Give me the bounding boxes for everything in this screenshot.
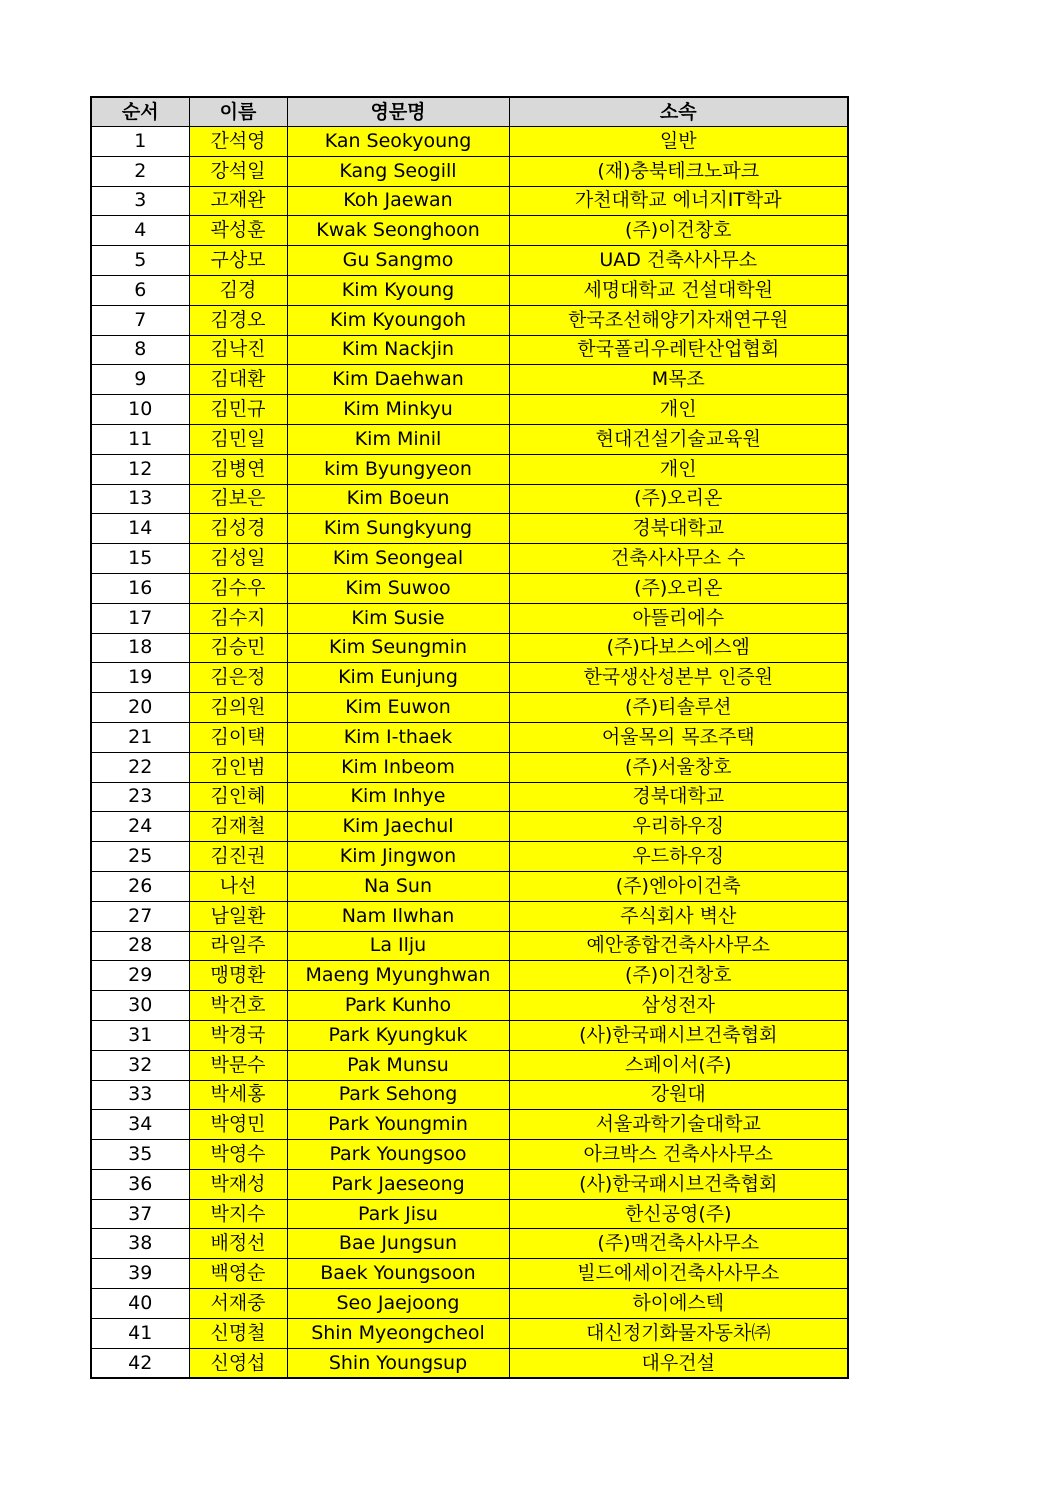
cell-affiliation: M목조 [509, 365, 848, 395]
cell-name-en: Maeng Myunghwan [287, 961, 509, 991]
table-row [91, 335, 848, 365]
cell-affiliation: 아크박스 건축사사무소 [509, 1140, 848, 1170]
cell-name-kr: 강석일 [189, 156, 287, 186]
cell-affiliation: (주)오리온 [509, 484, 848, 514]
header-name-en: 영문명 [287, 97, 509, 127]
cell-affiliation: 한국조선해양기자재연구원 [509, 305, 848, 335]
cell-affiliation: (주)서울창호 [509, 752, 848, 782]
table-header [91, 97, 848, 127]
cell-affiliation: 현대건설기술교육원 [509, 424, 848, 454]
cell-name-kr: 김은정 [189, 663, 287, 693]
cell-name-kr: 박세홍 [189, 1080, 287, 1110]
cell-name-kr: 김민규 [189, 395, 287, 425]
cell-name-kr: 김수지 [189, 603, 287, 633]
cell-name-en: Kim I-thaek [287, 722, 509, 752]
cell-name-en: Nam Ilwhan [287, 901, 509, 931]
table-row [91, 573, 848, 603]
cell-order: 33 [91, 1080, 189, 1110]
cell-order: 3 [91, 186, 189, 216]
cell-order: 7 [91, 305, 189, 335]
cell-name-kr: 라일주 [189, 931, 287, 961]
cell-name-kr: 배정선 [189, 1229, 287, 1259]
table-row [91, 842, 848, 872]
cell-affiliation: 한국생산성본부 인증원 [509, 663, 848, 693]
cell-name-kr: 박건호 [189, 991, 287, 1021]
cell-name-kr: 신명철 [189, 1318, 287, 1348]
cell-order: 36 [91, 1169, 189, 1199]
cell-order: 5 [91, 246, 189, 276]
cell-affiliation: 경북대학교 [509, 782, 848, 812]
cell-order: 18 [91, 633, 189, 663]
cell-order: 9 [91, 365, 189, 395]
cell-affiliation: 우드하우징 [509, 842, 848, 872]
table-row [91, 1169, 848, 1199]
cell-name-en: Park Jisu [287, 1199, 509, 1229]
cell-order: 29 [91, 961, 189, 991]
table-row [91, 454, 848, 484]
cell-name-en: Shin Myeongcheol [287, 1318, 509, 1348]
table-row [91, 395, 848, 425]
cell-affiliation: 건축사사무소 수 [509, 544, 848, 574]
cell-name-kr: 박경국 [189, 1020, 287, 1050]
cell-name-en: Shin Youngsup [287, 1348, 509, 1378]
cell-name-en: Kim Minil [287, 424, 509, 454]
cell-order: 10 [91, 395, 189, 425]
cell-affiliation: (사)한국패시브건축협회 [509, 1020, 848, 1050]
table-row [91, 1110, 848, 1140]
cell-order: 2 [91, 156, 189, 186]
header-name-kr: 이름 [189, 97, 287, 127]
cell-name-en: Kan Seokyoung [287, 127, 509, 157]
cell-name-kr: 김재철 [189, 812, 287, 842]
table-row [91, 991, 848, 1021]
table-row [91, 127, 848, 157]
table-row [91, 663, 848, 693]
cell-affiliation: 아뜰리에수 [509, 603, 848, 633]
header-row [91, 97, 848, 127]
cell-name-kr: 김인범 [189, 752, 287, 782]
cell-affiliation: 스페이서(주) [509, 1050, 848, 1080]
cell-name-en: Kang Seogill [287, 156, 509, 186]
cell-affiliation: (주)맥건축사사무소 [509, 1229, 848, 1259]
cell-name-kr: 김대환 [189, 365, 287, 395]
cell-name-kr: 김의원 [189, 693, 287, 723]
cell-name-kr: 김경오 [189, 305, 287, 335]
cell-order: 41 [91, 1318, 189, 1348]
cell-name-kr: 김승민 [189, 633, 287, 663]
cell-order: 27 [91, 901, 189, 931]
cell-name-en: Bae Jungsun [287, 1229, 509, 1259]
table-body [91, 127, 848, 1379]
cell-order: 6 [91, 275, 189, 305]
cell-name-kr: 박문수 [189, 1050, 287, 1080]
cell-order: 14 [91, 514, 189, 544]
cell-affiliation: 예안종합건축사사무소 [509, 931, 848, 961]
table-row [91, 305, 848, 335]
cell-name-en: Kim Inbeom [287, 752, 509, 782]
table-row [91, 484, 848, 514]
table-row [91, 246, 848, 276]
cell-order: 11 [91, 424, 189, 454]
cell-affiliation: 대우건설 [509, 1348, 848, 1378]
cell-order: 32 [91, 1050, 189, 1080]
cell-name-en: Kim Kyoung [287, 275, 509, 305]
cell-name-kr: 김인혜 [189, 782, 287, 812]
cell-name-en: Kim Susie [287, 603, 509, 633]
cell-name-en: Gu Sangmo [287, 246, 509, 276]
cell-affiliation: 한국폴리우레탄산업협회 [509, 335, 848, 365]
cell-name-en: Kim Seongeal [287, 544, 509, 574]
cell-name-en: La Ilju [287, 931, 509, 961]
cell-affiliation: (주)다보스에스엠 [509, 633, 848, 663]
table-row [91, 1080, 848, 1110]
table-row [91, 901, 848, 931]
cell-name-en: Park Sehong [287, 1080, 509, 1110]
table-row [91, 1318, 848, 1348]
cell-name-kr: 박재성 [189, 1169, 287, 1199]
cell-name-en: Kwak Seonghoon [287, 216, 509, 246]
cell-name-kr: 김경 [189, 275, 287, 305]
cell-affiliation: 대신정기화물자동차㈜ [509, 1318, 848, 1348]
cell-name-kr: 김성경 [189, 514, 287, 544]
cell-order: 4 [91, 216, 189, 246]
table-row [91, 603, 848, 633]
cell-name-en: Kim Jingwon [287, 842, 509, 872]
cell-order: 15 [91, 544, 189, 574]
cell-affiliation: 한신공영(주) [509, 1199, 848, 1229]
cell-name-en: Kim Seungmin [287, 633, 509, 663]
cell-order: 25 [91, 842, 189, 872]
cell-name-en: Kim Nackjin [287, 335, 509, 365]
cell-name-en: Park Kunho [287, 991, 509, 1021]
cell-name-kr: 김보은 [189, 484, 287, 514]
cell-name-kr: 간석영 [189, 127, 287, 157]
cell-affiliation: (사)한국패시브건축협회 [509, 1169, 848, 1199]
cell-affiliation: UAD 건축사사무소 [509, 246, 848, 276]
cell-order: 19 [91, 663, 189, 693]
cell-affiliation: (주)이건창호 [509, 961, 848, 991]
cell-order: 20 [91, 693, 189, 723]
cell-name-kr: 구상모 [189, 246, 287, 276]
cell-order: 8 [91, 335, 189, 365]
table-row [91, 1348, 848, 1378]
cell-name-kr: 김수우 [189, 573, 287, 603]
cell-name-en: Koh Jaewan [287, 186, 509, 216]
table-row [91, 693, 848, 723]
table-row [91, 752, 848, 782]
cell-order: 24 [91, 812, 189, 842]
table-row [91, 871, 848, 901]
cell-name-en: Kim Eunjung [287, 663, 509, 693]
cell-order: 39 [91, 1259, 189, 1289]
cell-name-kr: 신영섭 [189, 1348, 287, 1378]
cell-name-kr: 남일환 [189, 901, 287, 931]
cell-name-kr: 서재중 [189, 1289, 287, 1319]
cell-order: 31 [91, 1020, 189, 1050]
cell-order: 13 [91, 484, 189, 514]
cell-affiliation: (주)엔아이건축 [509, 871, 848, 901]
table-row [91, 722, 848, 752]
table-row [91, 186, 848, 216]
table-row [91, 156, 848, 186]
cell-name-en: Kim Kyoungoh [287, 305, 509, 335]
cell-order: 35 [91, 1140, 189, 1170]
cell-name-en: Baek Youngsoon [287, 1259, 509, 1289]
cell-name-kr: 박영수 [189, 1140, 287, 1170]
participant-table [90, 96, 849, 1379]
cell-order: 38 [91, 1229, 189, 1259]
table-row [91, 1140, 848, 1170]
cell-affiliation: 강원대 [509, 1080, 848, 1110]
cell-name-en: Kim Euwon [287, 693, 509, 723]
cell-order: 17 [91, 603, 189, 633]
cell-order: 30 [91, 991, 189, 1021]
cell-name-kr: 김병연 [189, 454, 287, 484]
cell-order: 12 [91, 454, 189, 484]
table-row [91, 1289, 848, 1319]
cell-name-en: Pak Munsu [287, 1050, 509, 1080]
cell-name-kr: 김민일 [189, 424, 287, 454]
cell-name-en: Kim Inhye [287, 782, 509, 812]
cell-name-en: Kim Boeun [287, 484, 509, 514]
cell-affiliation: 일반 [509, 127, 848, 157]
table-row [91, 1050, 848, 1080]
cell-name-en: Kim Sungkyung [287, 514, 509, 544]
table-row [91, 633, 848, 663]
cell-affiliation: 세명대학교 건설대학원 [509, 275, 848, 305]
cell-affiliation: 주식회사 벽산 [509, 901, 848, 931]
cell-affiliation: 어울목의 목조주택 [509, 722, 848, 752]
cell-name-kr: 김낙진 [189, 335, 287, 365]
cell-affiliation: 우리하우징 [509, 812, 848, 842]
cell-affiliation: (재)충북테크노파크 [509, 156, 848, 186]
cell-name-en: Park Kyungkuk [287, 1020, 509, 1050]
cell-name-kr: 김이택 [189, 722, 287, 752]
cell-name-en: Park Youngsoo [287, 1140, 509, 1170]
cell-order: 37 [91, 1199, 189, 1229]
cell-affiliation: 삼성전자 [509, 991, 848, 1021]
cell-order: 26 [91, 871, 189, 901]
cell-name-en: Park Jaeseong [287, 1169, 509, 1199]
cell-name-kr: 맹명환 [189, 961, 287, 991]
cell-order: 16 [91, 573, 189, 603]
cell-affiliation: 경북대학교 [509, 514, 848, 544]
cell-affiliation: 가천대학교 에너지IT학과 [509, 186, 848, 216]
table-row [91, 1020, 848, 1050]
cell-name-kr: 나선 [189, 871, 287, 901]
table-row [91, 1259, 848, 1289]
table-row [91, 1229, 848, 1259]
table-row [91, 424, 848, 454]
cell-name-kr: 김성일 [189, 544, 287, 574]
table-row [91, 782, 848, 812]
cell-affiliation: 개인 [509, 395, 848, 425]
cell-name-kr: 김진권 [189, 842, 287, 872]
table-row [91, 216, 848, 246]
table-row [91, 812, 848, 842]
table-row [91, 961, 848, 991]
cell-affiliation: (주)티솔루션 [509, 693, 848, 723]
cell-order: 28 [91, 931, 189, 961]
cell-order: 23 [91, 782, 189, 812]
cell-affiliation: 서울과학기술대학교 [509, 1110, 848, 1140]
cell-affiliation: (주)이건창호 [509, 216, 848, 246]
cell-name-kr: 곽성훈 [189, 216, 287, 246]
cell-name-en: Na Sun [287, 871, 509, 901]
table-row [91, 1199, 848, 1229]
cell-name-kr: 백영순 [189, 1259, 287, 1289]
cell-name-en: Kim Minkyu [287, 395, 509, 425]
cell-name-en: Kim Suwoo [287, 573, 509, 603]
cell-name-en: kim Byungyeon [287, 454, 509, 484]
cell-affiliation: 개인 [509, 454, 848, 484]
header-order: 순서 [91, 97, 189, 127]
cell-affiliation: 하이에스텍 [509, 1289, 848, 1319]
cell-order: 22 [91, 752, 189, 782]
cell-name-en: Kim Jaechul [287, 812, 509, 842]
cell-order: 1 [91, 127, 189, 157]
cell-name-kr: 박지수 [189, 1199, 287, 1229]
cell-order: 34 [91, 1110, 189, 1140]
cell-affiliation: 빌드에세이건축사사무소 [509, 1259, 848, 1289]
table-row [91, 514, 848, 544]
table-row [91, 544, 848, 574]
cell-name-kr: 고재완 [189, 186, 287, 216]
cell-name-en: Kim Daehwan [287, 365, 509, 395]
table-row [91, 931, 848, 961]
table-row [91, 365, 848, 395]
header-affiliation: 소속 [509, 97, 848, 127]
cell-affiliation: (주)오리온 [509, 573, 848, 603]
cell-name-kr: 박영민 [189, 1110, 287, 1140]
cell-order: 21 [91, 722, 189, 752]
cell-order: 42 [91, 1348, 189, 1378]
cell-name-en: Park Youngmin [287, 1110, 509, 1140]
cell-name-en: Seo Jaejoong [287, 1289, 509, 1319]
table-row [91, 275, 848, 305]
cell-order: 40 [91, 1289, 189, 1319]
